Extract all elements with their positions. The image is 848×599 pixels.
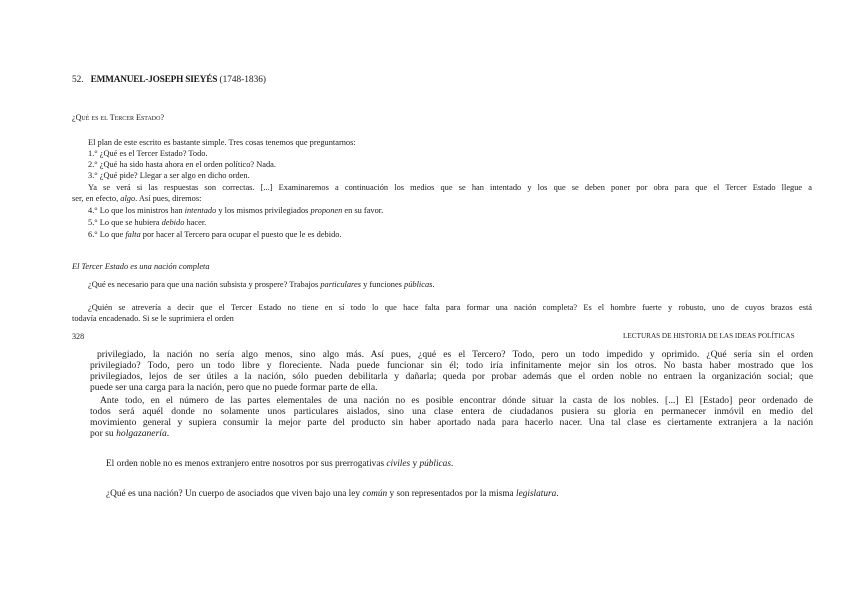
body-line-4: puede ser una carga para la nación, pero que no puede formar parte de ella.	[90, 382, 378, 393]
body-line-3: privilegiados, lejos de ser útiles a la nación, sólo pueden debilitarla y dañarla; queda por probar además que el orden noble no entraen la organización social; que	[90, 371, 813, 382]
body-line-1: privilegiado, la nación no sería algo menos, sino algo más. Así pues, ¿qué es el Tercero? Todo, pero un todo impedido y oprimido. ¿Qué sería sin el orden	[97, 349, 813, 360]
question-1: 1.° ¿Qué es el Tercer Estado? Todo.	[88, 149, 208, 158]
question-3: 3.° ¿Qué pide? Llegar a ser algo en dicho orden.	[88, 171, 250, 180]
question-6: 6.° Lo que falta por hacer al Tercero para ocupar el puesto que le es debido.	[88, 230, 342, 239]
question-4: 4.° Lo que los ministros han intentado y los mismos privilegiados proponen en su favor.	[88, 206, 384, 215]
closing-paragraph-2: ¿Qué es una nación? Un cuerpo de asociados que viven bajo una ley común y son representados por la misma legislatura.	[106, 489, 559, 499]
page-number: 328	[72, 332, 85, 341]
chapter-heading	[72, 75, 266, 85]
chapter-number: 52.	[72, 75, 84, 85]
body-line-8: por su holgazanería.	[90, 428, 170, 439]
question-2: 2.° ¿Qué ha sido hasta ahora en el orden político? Nada.	[88, 160, 276, 169]
paragraph-2-line-1: Ya se verá si las respuestas son correctas. [...] Examinaremos a continuación los medios que se han intentado y los que se deben poner por obra para que el Tercer Estado llegue a	[88, 183, 812, 192]
author-name: EMMANUEL-JOSEPH SIEYÉS	[90, 75, 218, 85]
section-paragraph-1: ¿Qué es necesario para que una nación subsista y prospere? Trabajos particulares y funciones públicas.	[88, 280, 435, 289]
question-5: 5.° Lo que se hubiera debido hacer.	[88, 218, 207, 227]
closing-paragraph-1: El orden noble no es menos extranjero entre nosotros por sus prerrogativas civiles y públicas.	[106, 459, 454, 469]
section-paragraph-2-line-2: todavía encadenado. Si se le suprimiera el orden	[72, 314, 234, 323]
paragraph-2-line-2: ser, en efecto, algo. Así pues, diremos:	[72, 194, 202, 203]
section-title: El Tercer Estado es una nación completa	[72, 262, 210, 271]
section-paragraph-2-line-1: ¿Quién se atrevería a decir que el Tercer Estado no tiene en sí todo lo que hace falta para formar una nación completa? Es el hombre fuerte y robusto, uno de cuyos brazos está	[88, 303, 812, 312]
body-line-7: movimiento general y supiera consumir la mejor parte del producto sin haber aportado nada para hacerlo nacer. Una tal clase es ciertamente extranjera a la nación	[90, 417, 813, 428]
document-title: ¿Qué es el Tercer Estado?	[72, 113, 165, 122]
body-line-6: todos será aquél donde no solamente unos particulares aislados, sino una clase entera de ciudadanos pusiera su gloria en permanecer inmóvil en medio del	[90, 406, 813, 417]
running-head: LECTURAS DE HISTORIA DE LAS IDEAS POLÍTICAS	[623, 332, 795, 340]
intro-line: El plan de este escrito es bastante simple. Tres cosas tenemos que preguntarnos:	[88, 138, 356, 147]
body-line-2: privilegiado? Todo, pero un todo libre y floreciente. Nada puede funcionar sin él; todo iría infinitamente mejor sin los otros. No basta haber mostrado que los	[90, 360, 813, 371]
body-line-5: Ante todo, en el número de las partes elementales de una nación no es posible encontrar dónde situar la casta de los nobles. [...] El [Estado] peor ordenado de	[100, 395, 813, 406]
author-dates: (1748-1836)	[219, 75, 266, 85]
